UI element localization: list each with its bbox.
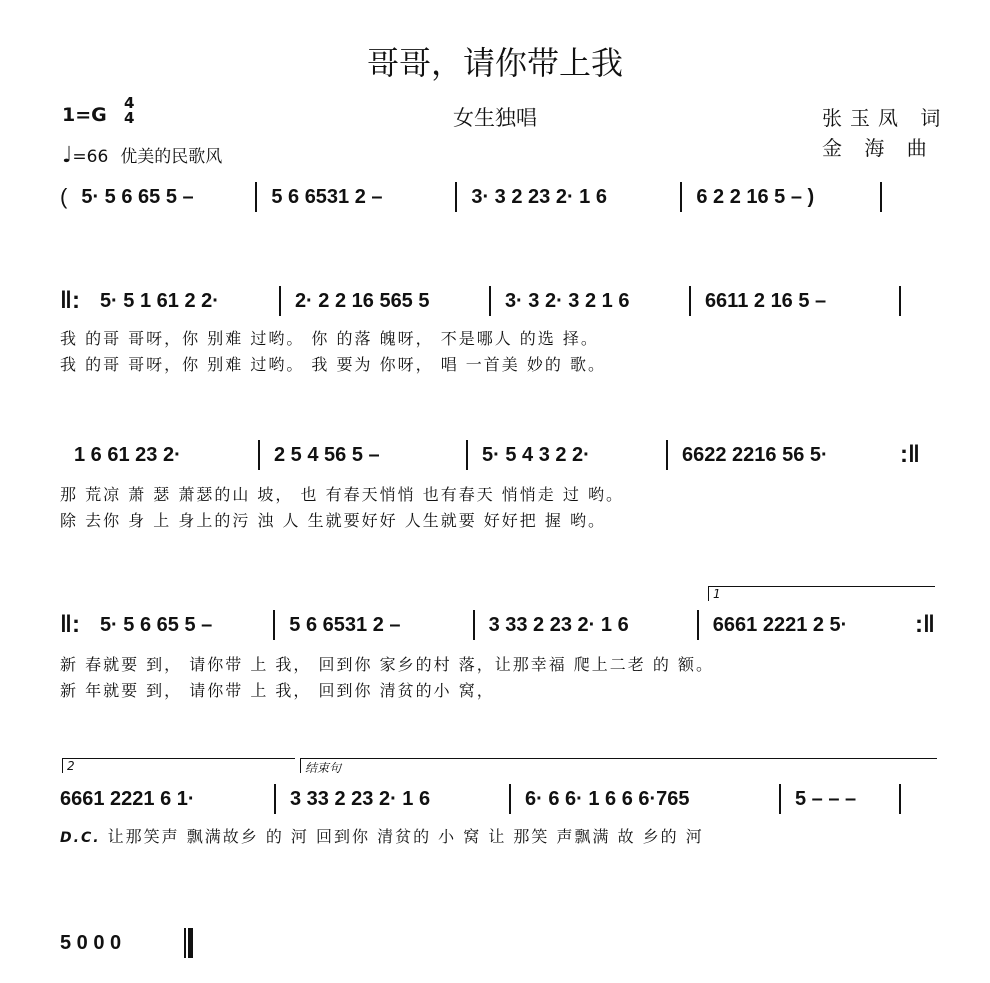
measure: 5 0 0 0 bbox=[60, 931, 122, 954]
measure: 3· 3 2 23 2· 1 6 bbox=[471, 185, 607, 208]
lyric-line-1: 新 春就要 到， 请你带 上 我， 回到你 家乡的村 落，让那幸福 爬上二老 的 额。 bbox=[60, 655, 714, 674]
lyric-text: 让那笑声 飘满故乡 的 河 回到你 清贫的 小 窝 让 那笑 声飘满 故 乡的 河 bbox=[107, 827, 704, 846]
volta-number: 1 bbox=[713, 587, 721, 601]
measure: 6661 2221 6 1· bbox=[60, 787, 195, 810]
measure: 5· 5 1 61 2 2· bbox=[99, 289, 219, 312]
measure: 5 – – – bbox=[795, 787, 857, 810]
notes-row bbox=[60, 608, 935, 642]
lyric-line-2: 除 去你 身 上 身上的污 浊 人 生就要好好 人生就要 好好把 握 哟。 bbox=[60, 511, 606, 530]
repeat-end: :‖ bbox=[900, 441, 920, 468]
lyric-line-1: 我 的哥 哥呀，你 别难 过哟。 你 的落 魄呀， 不是哪人 的选 择。 bbox=[60, 329, 599, 348]
measure: 6611 2 16 5 – bbox=[704, 289, 827, 312]
dc-marking: D.C. bbox=[60, 830, 101, 846]
lyric-line-2: 我 的哥 哥呀，你 别难 过哟。 我 要为 你呀， 唱 一首美 妙的 歌。 bbox=[60, 355, 606, 374]
performance-type: 女生独唱 bbox=[453, 106, 537, 130]
quarter-note-icon: ♩ bbox=[62, 143, 73, 168]
composer-credit: 金 海 曲 bbox=[822, 136, 935, 160]
measure: 3 33 2 23 2· 1 6 bbox=[488, 613, 629, 636]
tempo-marking bbox=[62, 142, 222, 168]
style-text: 优美的民歌风 bbox=[120, 147, 223, 167]
notes-row bbox=[60, 284, 935, 318]
time-top: 4 bbox=[124, 94, 135, 112]
lyricist-credit: 张玉凤 词 bbox=[822, 106, 949, 130]
measure: 2· 2 2 16 565 5 bbox=[294, 289, 430, 312]
barline bbox=[880, 182, 882, 212]
notes-row bbox=[60, 926, 935, 960]
barline bbox=[899, 784, 901, 814]
measure: 6 2 2 16 5 – ) bbox=[696, 185, 815, 208]
measure: 1 6 61 23 2· bbox=[74, 443, 181, 466]
repeat-start: ‖: bbox=[60, 611, 80, 638]
measure: 2 5 4 56 5 – bbox=[274, 443, 380, 466]
measure: 6622 2216 56 5· bbox=[682, 443, 828, 466]
measure: 5 6 6531 2 – bbox=[289, 613, 401, 636]
measure: 5 6 6531 2 – bbox=[271, 185, 383, 208]
key-signature: 1=G bbox=[62, 104, 107, 126]
measure: 3· 3 2· 3 2 1 6 bbox=[504, 289, 630, 312]
volta-number: 2 bbox=[67, 759, 75, 773]
measure: 3 33 2 23 2· 1 6 bbox=[290, 787, 431, 810]
final-barline bbox=[188, 928, 193, 958]
repeat-start: ‖: bbox=[60, 287, 80, 314]
notes-row bbox=[60, 782, 935, 816]
lyric-line-1 bbox=[60, 824, 935, 850]
tempo-value: =66 bbox=[72, 147, 109, 167]
barline bbox=[184, 928, 186, 958]
coda-label: 结束句 bbox=[305, 761, 342, 775]
song-title: 哥哥，请你带上我 bbox=[366, 44, 623, 82]
volta-1 bbox=[708, 586, 935, 601]
repeat-end: :‖ bbox=[915, 611, 935, 638]
volta-2 bbox=[62, 758, 295, 773]
lyric-line-2: 新 年就要 到， 请你带 上 我， 回到你 清贫的小 窝， bbox=[60, 681, 495, 700]
measure: 5· 5 6 65 5 – bbox=[81, 185, 194, 208]
paren-open: ( bbox=[60, 184, 68, 209]
notes-row bbox=[60, 438, 935, 472]
lyric-line-1: 那 荒凉 萧 瑟 萧瑟的山 坡， 也 有春天悄悄 也有春天 悄悄走 过 哟。 bbox=[60, 485, 624, 504]
measure: 6661 2221 2 5· bbox=[712, 613, 848, 636]
measure: 6· 6 6· 1 6 6 6·765 bbox=[525, 787, 690, 810]
measure: 5· 5 4 3 2 2· bbox=[482, 443, 590, 466]
coda-bracket bbox=[300, 758, 937, 773]
barline bbox=[899, 286, 901, 316]
measure: 5· 5 6 65 5 – bbox=[99, 613, 213, 636]
time-bottom: 4 bbox=[124, 109, 135, 127]
notes-row bbox=[60, 180, 935, 214]
